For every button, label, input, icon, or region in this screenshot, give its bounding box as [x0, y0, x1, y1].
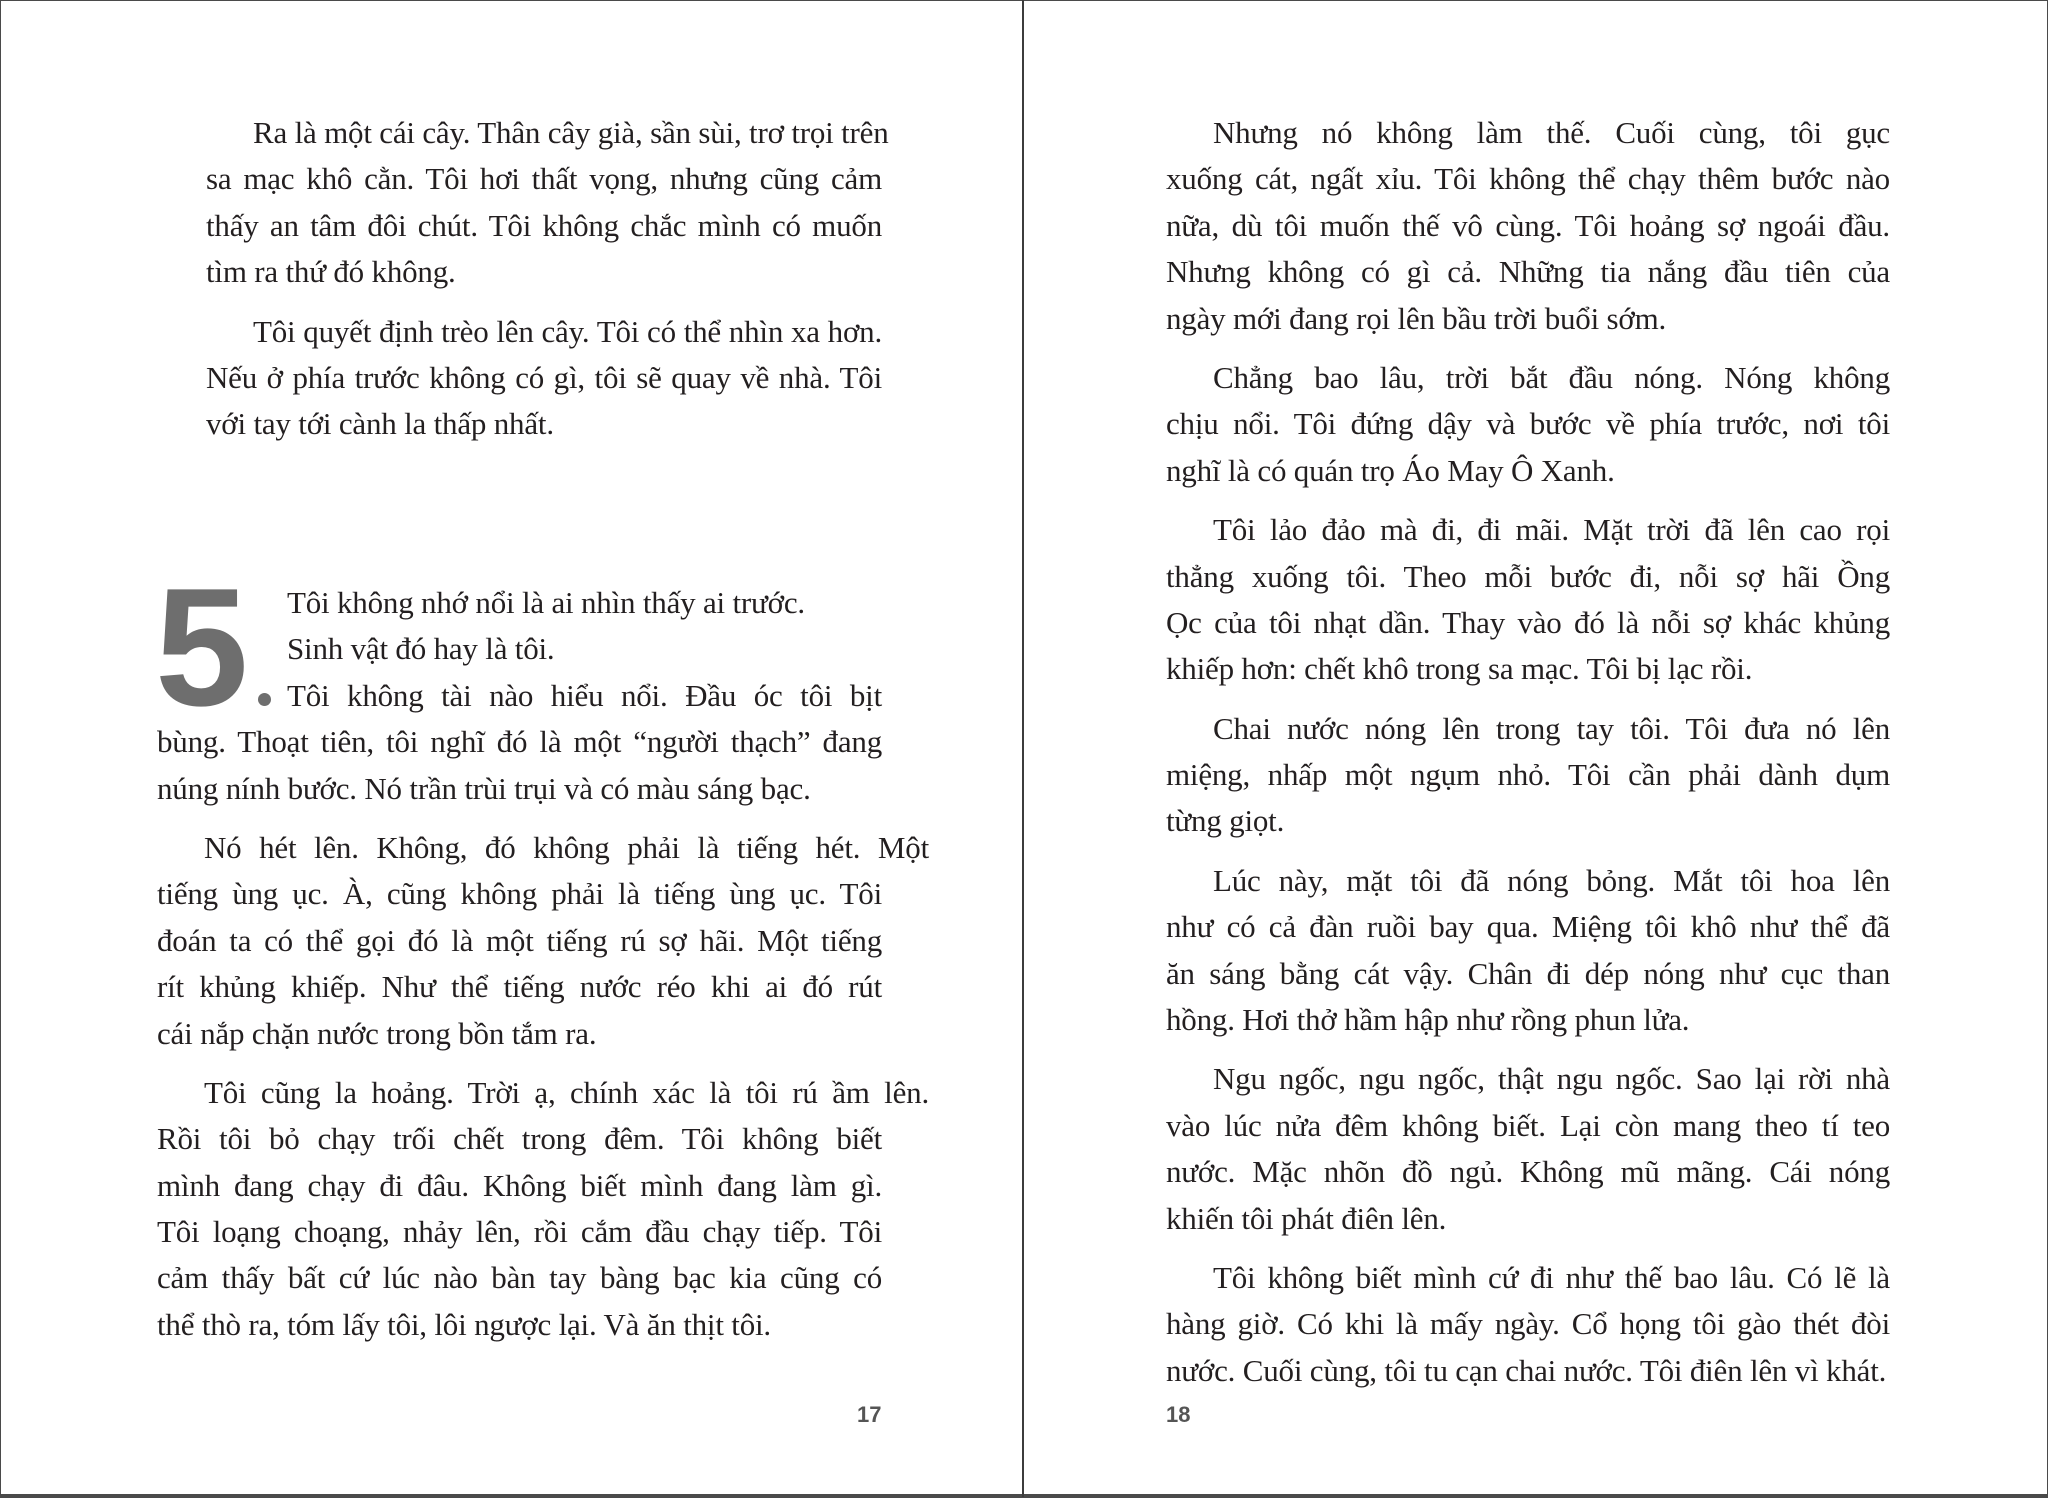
paragraph — [206, 110, 889, 296]
text-line: hồng. Hơi thở hầm hập như rồng phun lửa. — [1166, 1002, 1690, 1038]
right-text — [1166, 110, 1890, 1407]
text-line: xuống cát, ngất xỉu. Tôi không thể chạy thêm bước nào — [1166, 161, 1890, 197]
text-line: với tay tới cành la thấp nhất. — [206, 406, 554, 442]
page-number-left: 17 — [857, 1402, 882, 1427]
text-line: Tôi không biết mình cứ đi như thế bao lâu. Có lẽ là — [1213, 1259, 1890, 1295]
text-line: thẳng xuống tôi. Theo mỗi bước đi, nỗi sợ hãi Ồng — [1166, 558, 1890, 594]
text-line: khiến tôi phát điên lên. — [1166, 1200, 1447, 1236]
text-line: như có cả đàn ruồi bay qua. Miệng tôi khô như thể đã — [1166, 909, 1890, 945]
text-line: nghĩ là có quán trọ Áo May Ô Xanh. — [1166, 452, 1615, 488]
text-line: thấy an tâm đôi chút. Tôi không chắc mình có muốn — [206, 207, 882, 243]
text-line: từng giọt. — [1166, 803, 1285, 839]
page-number-right: 18 — [1166, 1402, 1191, 1427]
text-line: Ọc của tôi nhạt dần. Thay vào đó là nỗi sợ khác khủng — [1166, 604, 1890, 640]
chapter-5 — [155, 553, 929, 1361]
paragraph — [157, 825, 929, 1057]
text-line: Sinh vật đó hay là tôi. — [287, 631, 555, 667]
text-line: bùng. Thoạt tiên, tôi nghĩ đó là một “người thạch” đang — [157, 724, 882, 760]
text-line: tìm ra thứ đó không. — [206, 254, 456, 290]
text-line: tiếng ùng ục. À, cũng không phải là tiếng ùng ục. Tôi — [157, 876, 882, 912]
text-line: nước. Cuối cùng, tôi tu cạn chai nước. Tôi điên lên vì khát. — [1166, 1352, 1887, 1388]
text-line: miệng, nhấp một ngụm nhỏ. Tôi cần phải dành dụm — [1166, 757, 1890, 793]
text-line: Nếu ở phía trước không có gì, tôi sẽ quay về nhà. Tôi — [206, 359, 882, 395]
text-line: ăn sáng bằng cát vậy. Chân đi dép nóng như cục than — [1166, 955, 1890, 991]
paragraph — [1166, 1255, 1890, 1394]
text-line: Tôi loạng choạng, nhảy lên, rồi cắm đầu chạy tiếp. Tôi — [157, 1214, 882, 1250]
paragraph — [157, 1070, 929, 1348]
text-line: nước. Mặc nhõn đồ ngủ. Không mũ mãng. Cái nóng — [1166, 1154, 1890, 1190]
paragraph — [1166, 858, 1890, 1044]
text-line: Chẳng bao lâu, trời bắt đầu nóng. Nóng không — [1213, 359, 1890, 395]
paragraph — [1166, 706, 1890, 845]
text-line: Nó hét lên. Không, đó không phải là tiếng hét. Một — [204, 829, 929, 865]
text-line: Ngu ngốc, ngu ngốc, thật ngu ngốc. Sao lại rời nhà — [1213, 1061, 1890, 1097]
text-line: rít khủng khiếp. Như thể tiếng nước réo khi ai đó rút — [157, 969, 882, 1005]
paragraph — [1166, 507, 1890, 693]
chapter-number-dot — [258, 693, 271, 706]
text-line: Lúc này, mặt tôi đã nóng bỏng. Mắt tôi hoa lên — [1213, 862, 1890, 898]
text-line: Rồi tôi bỏ chạy trối chết trong đêm. Tôi không biết — [157, 1121, 882, 1157]
text-line: vào lúc nửa đêm không biết. Lại còn mang theo tí teo — [1166, 1107, 1890, 1143]
text-line: Tôi cũng la hoảng. Trời ạ, chính xác là tôi rú ầm lên. — [204, 1074, 929, 1110]
text-line: Nhưng nó không làm thế. Cuối cùng, tôi gục — [1213, 115, 1890, 150]
text-line: núng nính bước. Nó trần trùi trụi và có màu sáng bạc. — [157, 770, 811, 806]
book-spine-divider — [1022, 0, 1024, 1497]
text-line: Ra là một cái cây. Thân cây già, sần sùi, trơ trọi trên — [253, 115, 889, 150]
text-line: Nhưng không có gì cả. Những tia nắng đầu tiên của — [1166, 254, 1890, 290]
chapter-opening — [287, 580, 882, 673]
text-line: đoán ta có thể gọi đó là một tiếng rú sợ hãi. Một tiếng — [157, 922, 882, 958]
text-line: sa mạc khô cằn. Tôi hơi thất vọng, nhưng cũng cảm — [206, 161, 882, 197]
text-line: hàng giờ. Có khi là mấy ngày. Cổ họng tôi gào thét đòi — [1166, 1306, 1890, 1342]
text-line: nữa, dù tôi muốn thế vô cùng. Tôi hoảng sợ ngoái đầu. — [1166, 207, 1890, 243]
text-line: cái nắp chặn nước trong bồn tắm ra. — [157, 1015, 597, 1051]
paragraph — [1166, 355, 1890, 494]
left-intro-text — [206, 110, 889, 461]
text-line: thể thò ra, tóm lấy tôi, lôi ngược lại. Và ăn thịt tôi. — [157, 1306, 771, 1342]
chapter-number-dropcap: 5 — [155, 553, 245, 741]
text-line: Tôi không tài nào hiểu nổi. Đầu óc tôi bịt — [287, 677, 882, 713]
text-line: cảm thấy bất cứ lúc nào bàn tay bàng bạc kia cũng có — [157, 1260, 882, 1296]
text-line: ngày mới đang rọi lên bầu trời buổi sớm. — [1166, 300, 1667, 336]
text-line: khiếp hơn: chết khô trong sa mạc. Tôi bị lạc rồi. — [1166, 651, 1753, 687]
paragraph — [1166, 110, 1890, 342]
text-line: Chai nước nóng lên trong tay tôi. Tôi đưa nó lên — [1213, 710, 1890, 746]
text-line: chịu nổi. Tôi đứng dậy và bước về phía trước, nơi tôi — [1166, 406, 1890, 442]
text-line: mình đang chạy đi đâu. Không biết mình đang làm gì. — [157, 1167, 882, 1203]
text-line: Tôi lảo đảo mà đi, đi mãi. Mặt trời đã lên cao rọi — [1213, 512, 1890, 548]
paragraph — [206, 309, 882, 448]
paragraph — [1166, 1056, 1890, 1242]
text-line: Tôi không nhớ nổi là ai nhìn thấy ai trước. — [287, 585, 805, 620]
chapter-body — [157, 673, 929, 1348]
text-line: Tôi quyết định trèo lên cây. Tôi có thể nhìn xa hơn. — [253, 313, 882, 349]
